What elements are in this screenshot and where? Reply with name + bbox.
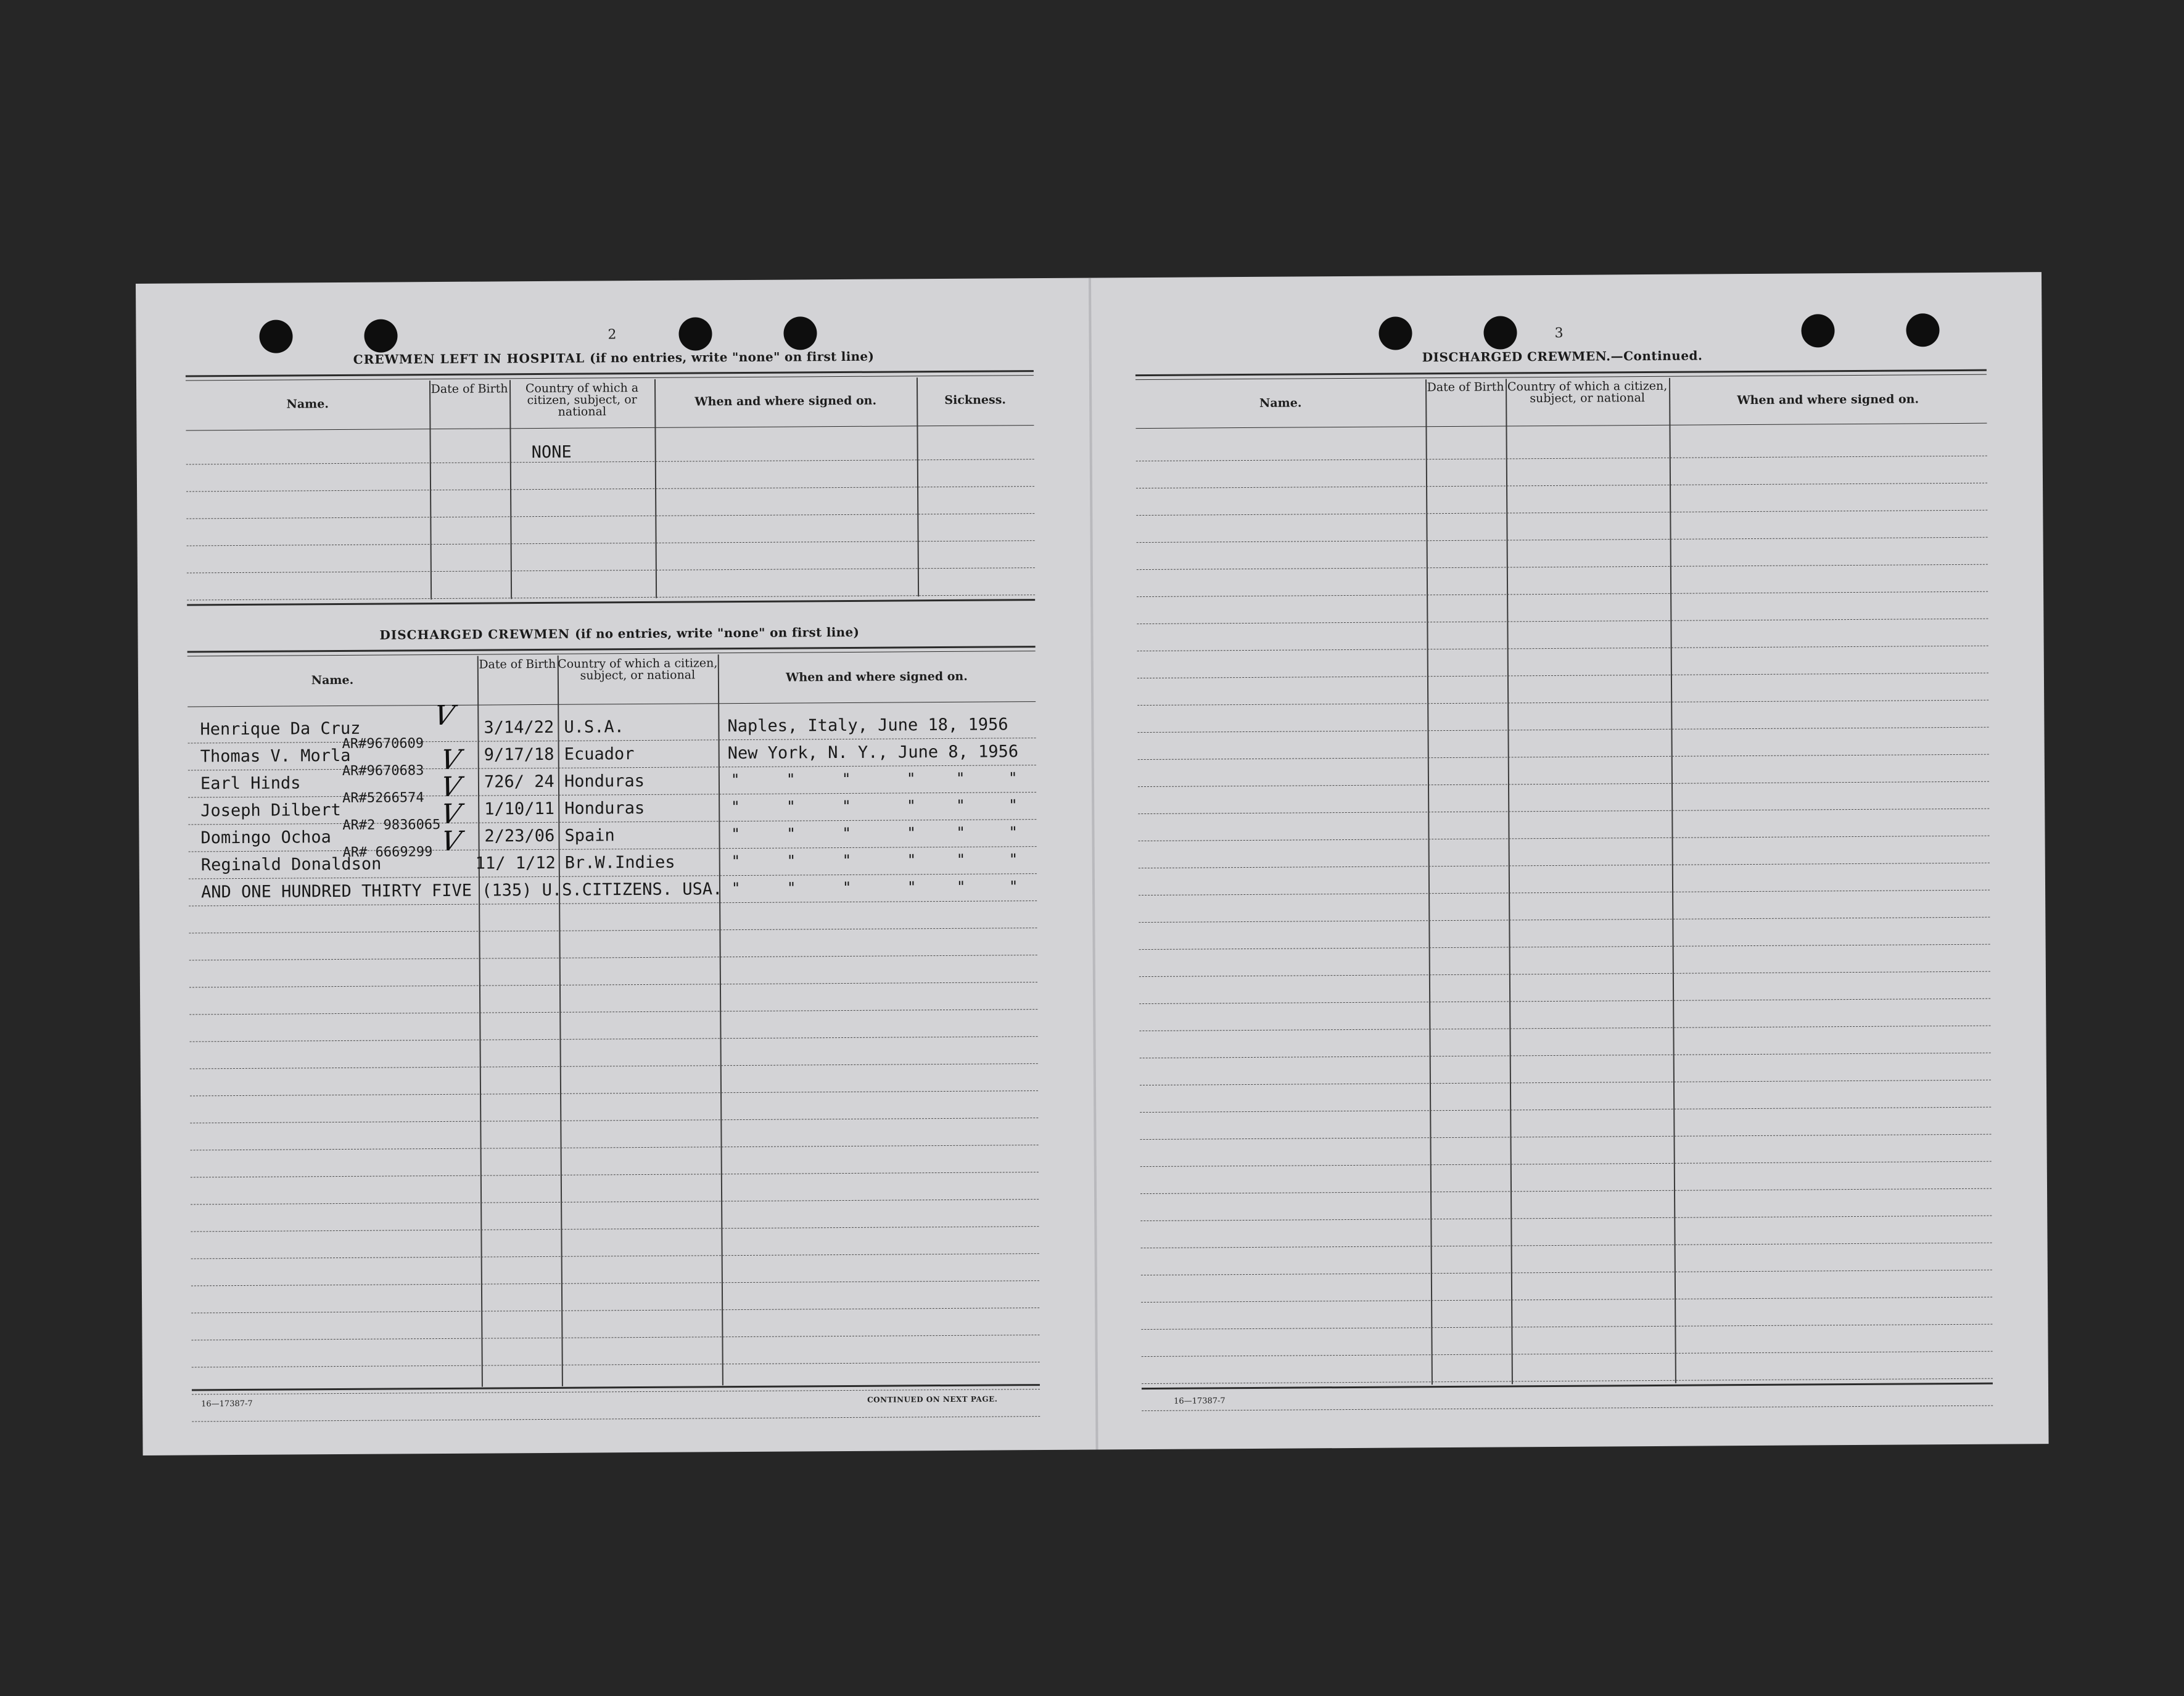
ar-number: AR#9670609 [342,736,424,752]
ditto-mark: " [1008,878,1018,895]
hospital-section-title [353,349,875,367]
ditto-mark: " [907,878,917,896]
ditto-mark: " [956,878,966,895]
ditto-mark: " [1008,850,1018,868]
crew-name: Domingo Ochoa [200,828,331,848]
header-rule [1135,423,1987,429]
ar-number: AR#2 9836065 [342,817,441,833]
ditto-mark: " [786,770,796,788]
table-bottom-rule [187,599,1035,606]
crew-country: Spain [564,826,615,846]
ditto-mark: " [906,770,916,788]
ditto-mark: " [731,798,740,816]
hospital-instruction: (if no entries, write "none" on first line) [590,348,875,366]
crew-name: Reginald Donaldson [200,854,382,875]
hospital-title-text: CREWMEN LEFT IN HOSPITAL [353,350,585,367]
right-rows [1136,429,1993,1411]
discharged-col-signed: When and where signed on. [785,669,968,685]
ditto-mark: " [956,796,965,814]
ar-number: AR# 6669299 [342,844,433,860]
crew-dob: 726/ 24 [484,772,554,792]
form-code-right: 16—17387-7 [1174,1396,1226,1406]
hospital-col-signed: When and where signed on. [694,393,877,409]
crew-dob: 2/23/06 [484,826,555,846]
ditto-mark: " [841,770,851,788]
table-row [192,1389,1040,1422]
page-number-right: 3 [1554,325,1564,341]
punch-hole [1906,313,1939,347]
ditto-mark: " [731,852,741,870]
right-col-dob: Date of Birth [1427,380,1504,395]
ditto-mark: " [1008,823,1018,841]
hospital-col-dob: Date of Birth [431,382,508,397]
check-mark-icon: V [431,699,457,732]
ar-number: AR#5266574 [342,790,424,806]
punch-hole [1378,316,1412,350]
discharged-section-title [379,625,859,643]
crew-name: Thomas V. Morla [200,746,351,767]
crew-country: Br.W.Indies [564,852,675,873]
right-section-title: DISCHARGED CREWMEN.—Continued. [1422,348,1703,365]
discharged-title-text: DISCHARGED CREWMEN [379,626,571,643]
discharged-col-dob: Date of Birth [479,657,556,672]
ditto-mark: " [842,878,852,897]
ditto-mark: " [1008,796,1018,814]
crew-name: Henrique Da Cruz [200,718,361,739]
form-code-left: 16—17387-7 [201,1399,253,1409]
punch-hole [678,317,712,350]
ditto-mark: " [956,850,966,868]
ditto-mark: " [1008,769,1018,787]
punch-hole [783,316,817,350]
hospital-col-name: Name. [286,397,329,411]
right-col-country: Country of which a citizen, subject, or national [1507,379,1668,406]
ditto-mark: " [731,879,741,897]
check-mark-icon: V [439,825,464,858]
ditto-mark: " [786,825,796,842]
crew-name: Joseph Dilbert [200,800,341,821]
crew-dob: 3/14/22 [484,717,554,738]
page-number-left: 2 [608,327,617,343]
check-mark-icon: V [438,744,463,776]
continued-note: CONTINUED ON NEXT PAGE. [867,1394,998,1404]
document-spread [136,272,2049,1455]
crew-dob: 1/10/11 [484,799,555,819]
hospital-col-country: Country of which a citizen, subject, or national [525,381,639,419]
summary-line: AND ONE HUNDRED THIRTY FIVE (135) U.S.CITIZENS. USA. [200,879,723,902]
ditto-mark: " [842,797,851,815]
punch-hole [259,319,292,353]
ditto-mark: " [907,797,916,815]
crew-country: Ecuador [564,744,635,764]
right-col-name: Name. [1259,396,1302,410]
hospital-col-sickness: Sickness. [944,393,1007,407]
crew-signed-on: New York, N. Y., June 8, 1956 [727,742,1019,764]
crew-name: Earl Hinds [200,773,301,794]
discharged-col-country: Country of which a citizen, subject, or national [558,656,718,683]
ditto-mark: " [786,852,796,870]
crew-country: U.S.A. [564,717,625,737]
punch-hole [1483,316,1517,349]
punch-hole [1801,314,1834,347]
check-mark-icon: V [438,771,464,804]
ditto-mark: " [730,771,740,789]
punch-hole [364,319,397,352]
table-row [187,568,1035,600]
header-rule [186,425,1034,430]
ditto-mark: " [842,824,852,842]
ditto-mark: " [907,851,917,869]
ar-number: AR#9670683 [342,763,424,779]
ditto-mark: " [786,797,796,815]
crew-country: Honduras [564,798,645,818]
hospital-rows [186,432,1036,600]
crew-dob: 9/17/18 [484,744,554,765]
hospital-entry-none: NONE [531,442,572,463]
ditto-mark: " [842,851,852,870]
check-mark-icon: V [438,798,464,831]
header-rule [187,701,1036,707]
ditto-mark: " [731,825,741,843]
ditto-mark: " [956,823,965,841]
ditto-mark: " [907,824,917,842]
right-col-signed: When and where signed on. [1737,392,1919,408]
ditto-mark: " [955,769,965,787]
center-fold [1089,278,1098,1450]
crew-dob: 11/ 1/12 [475,853,556,873]
ditto-mark: " [786,879,796,897]
discharged-col-name: Name. [311,673,354,688]
discharged-instruction: (if no entries, write "none" on first line) [575,624,860,641]
crew-signed-on: Naples, Italy, June 18, 1956 [727,715,1008,736]
crew-country: Honduras [564,771,645,791]
